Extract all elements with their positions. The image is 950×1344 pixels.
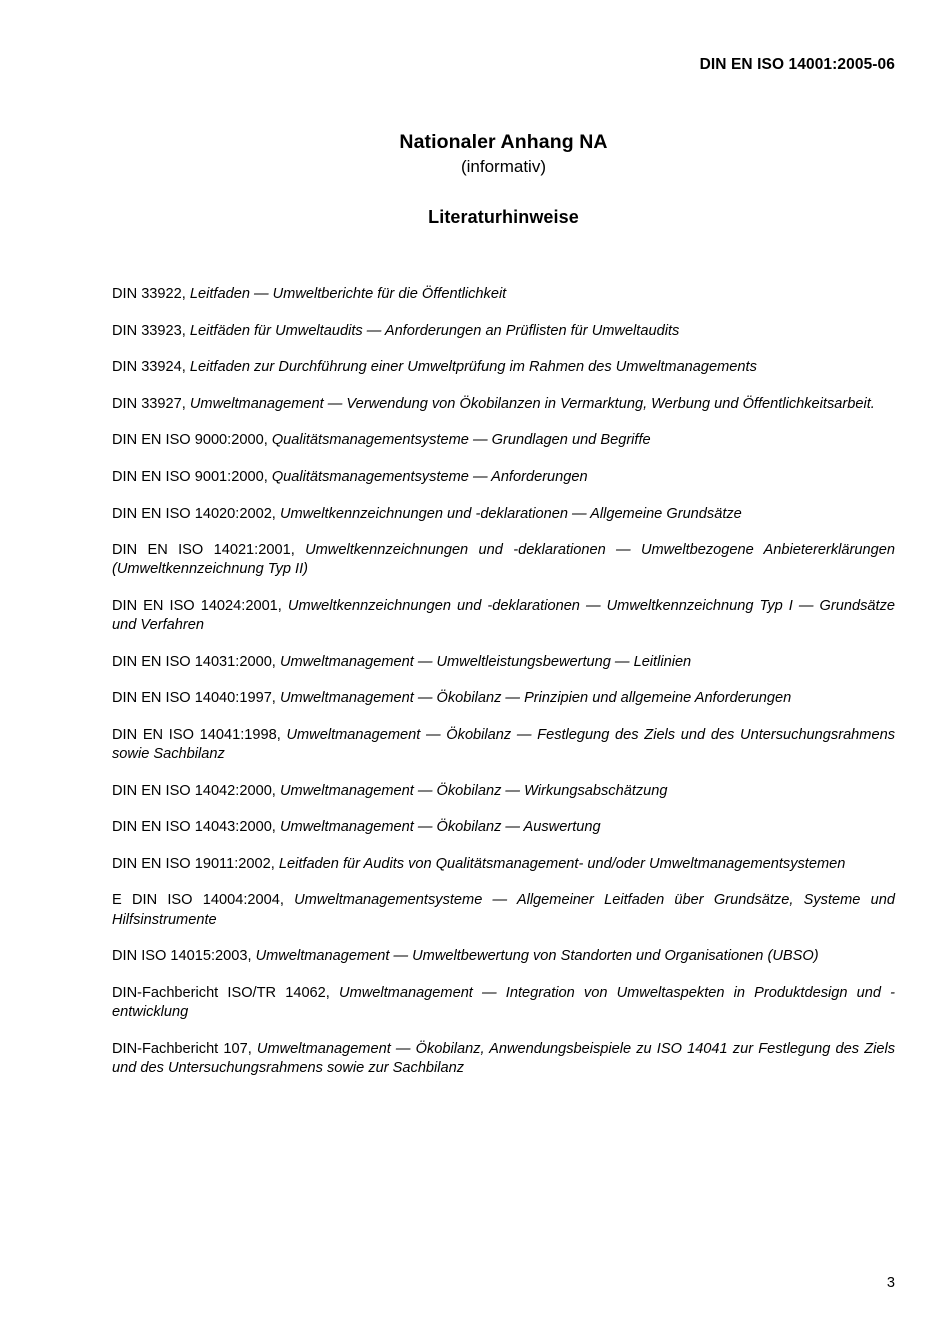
reference-entry <box>112 358 895 377</box>
section-title-literaturhinweise: Literaturhinweise <box>428 206 579 227</box>
reference-id: DIN EN ISO 14024:2001, <box>112 597 282 614</box>
reference-id: E DIN ISO 14004:2004, <box>112 892 284 909</box>
reference-entry <box>112 891 895 929</box>
reference-title: Umweltmanagement — Ökobilanz, Anwendungsbeispiele zu ISO 14041 zur Festlegung des Ziels und des Untersuchungsrahmens sowie zur Sachbilanz <box>112 1040 896 1076</box>
reference-entry <box>112 541 895 579</box>
reference-entry <box>112 597 895 635</box>
reference-title: Umweltmanagement — Ökobilanz — Prinzipien und allgemeine Anforderungen <box>279 690 792 707</box>
reference-entry <box>112 505 895 524</box>
reference-title: Umweltmanagement — Verwendung von Ökobilanzen in Vermarktung, Werbung und Öffentlichkeitsarbeit. <box>189 395 875 412</box>
reference-title: Leitfaden — Umweltberichte für die Öffentlichkeit <box>189 286 507 302</box>
reference-id: DIN EN ISO 9001:2000, <box>112 469 268 486</box>
reference-entry <box>112 818 895 837</box>
reference-id: DIN 33923, <box>112 322 186 339</box>
reference-title: Leitfaden zur Durchführung einer Umweltprüfung im Rahmen des Umweltmanagements <box>189 359 757 376</box>
reference-title: Umweltmanagement — Umweltleistungsbewertung — Leitlinien <box>279 653 692 670</box>
reference-entry <box>112 782 895 801</box>
annex-title-block <box>112 130 895 229</box>
page-number: 3 <box>886 1275 895 1291</box>
reference-entry <box>112 322 895 341</box>
reference-id: DIN EN ISO 14043:2000, <box>112 819 276 836</box>
reference-id: DIN-Fachbericht 107, <box>112 1040 252 1057</box>
reference-list <box>112 285 895 1078</box>
annex-title: Nationaler Anhang NA <box>399 131 608 153</box>
reference-entry <box>112 395 895 414</box>
reference-entry <box>112 947 895 966</box>
reference-id: DIN EN ISO 14040:1997, <box>112 690 276 707</box>
reference-title: Umweltmanagement — Umweltbewertung von Standorten und Organisationen (UBSO) <box>255 948 819 965</box>
reference-title: Umweltmanagement — Integration von Umweltaspekten in Produktdesign und -entwicklung <box>112 984 895 1020</box>
reference-title: Leitfaden für Audits von Qualitätsmanagement- und/oder Umweltmanagementsystemen <box>278 855 846 872</box>
reference-id: DIN 33922, <box>112 286 186 302</box>
reference-entry <box>112 984 895 1022</box>
reference-title: Umweltmanagementsysteme — Allgemeiner Leitfaden über Grundsätze, Systeme und Hilfsinstrumente <box>112 892 895 928</box>
reference-title: Qualitätsmanagementsysteme — Anforderungen <box>271 469 588 486</box>
reference-title: Umweltmanagement — Ökobilanz — Wirkungsabschätzung <box>279 782 668 799</box>
annex-subtitle: (informativ) <box>460 156 546 176</box>
reference-id: DIN EN ISO 14041:1998, <box>112 726 281 743</box>
reference-entry <box>112 1040 895 1078</box>
reference-id: DIN EN ISO 14042:2000, <box>112 782 276 799</box>
reference-entry <box>112 468 895 487</box>
running-header-standard-ref: DIN EN ISO 14001:2005-06 <box>699 56 895 73</box>
reference-id: DIN EN ISO 9000:2000, <box>112 432 268 449</box>
reference-title: Umweltkennzeichnungen und -deklarationen — Allgemeine Grundsätze <box>279 505 742 522</box>
reference-id: DIN EN ISO 14031:2000, <box>112 653 276 670</box>
reference-entry <box>112 726 895 764</box>
reference-id: DIN 33924, <box>112 359 186 376</box>
reference-entry <box>112 285 895 304</box>
reference-entry <box>112 689 895 708</box>
reference-id: DIN 33927, <box>112 395 186 412</box>
reference-id: DIN EN ISO 14021:2001, <box>112 542 295 559</box>
reference-id: DIN EN ISO 14020:2002, <box>112 505 276 522</box>
reference-entry <box>112 431 895 450</box>
reference-title: Qualitätsmanagementsysteme — Grundlagen und Begriffe <box>271 432 651 449</box>
reference-title: Umweltmanagement — Ökobilanz — Auswertung <box>279 819 601 836</box>
reference-id: DIN EN ISO 19011:2002, <box>112 855 275 872</box>
reference-id: DIN-Fachbericht ISO/TR 14062, <box>112 984 330 1001</box>
reference-title: Umweltmanagement — Ökobilanz — Festlegung des Ziels und des Untersuchungsrahmens sowie Sachbilanz <box>112 726 895 763</box>
reference-title: Umweltkennzeichnungen und -deklarationen — Umweltkennzeichnung Typ I — Grundsätze und Verfahren <box>112 597 895 634</box>
reference-title: Leitfäden für Umweltaudits — Anforderungen an Prüflisten für Umweltaudits <box>189 322 680 339</box>
reference-title: Umweltkennzeichnungen und -deklarationen — Umweltbezogene Anbietererklärungen (Umweltkennzeichnung Typ II) <box>112 542 895 578</box>
reference-entry <box>112 855 895 874</box>
reference-id: DIN ISO 14015:2003, <box>112 948 252 965</box>
reference-entry <box>112 653 895 672</box>
